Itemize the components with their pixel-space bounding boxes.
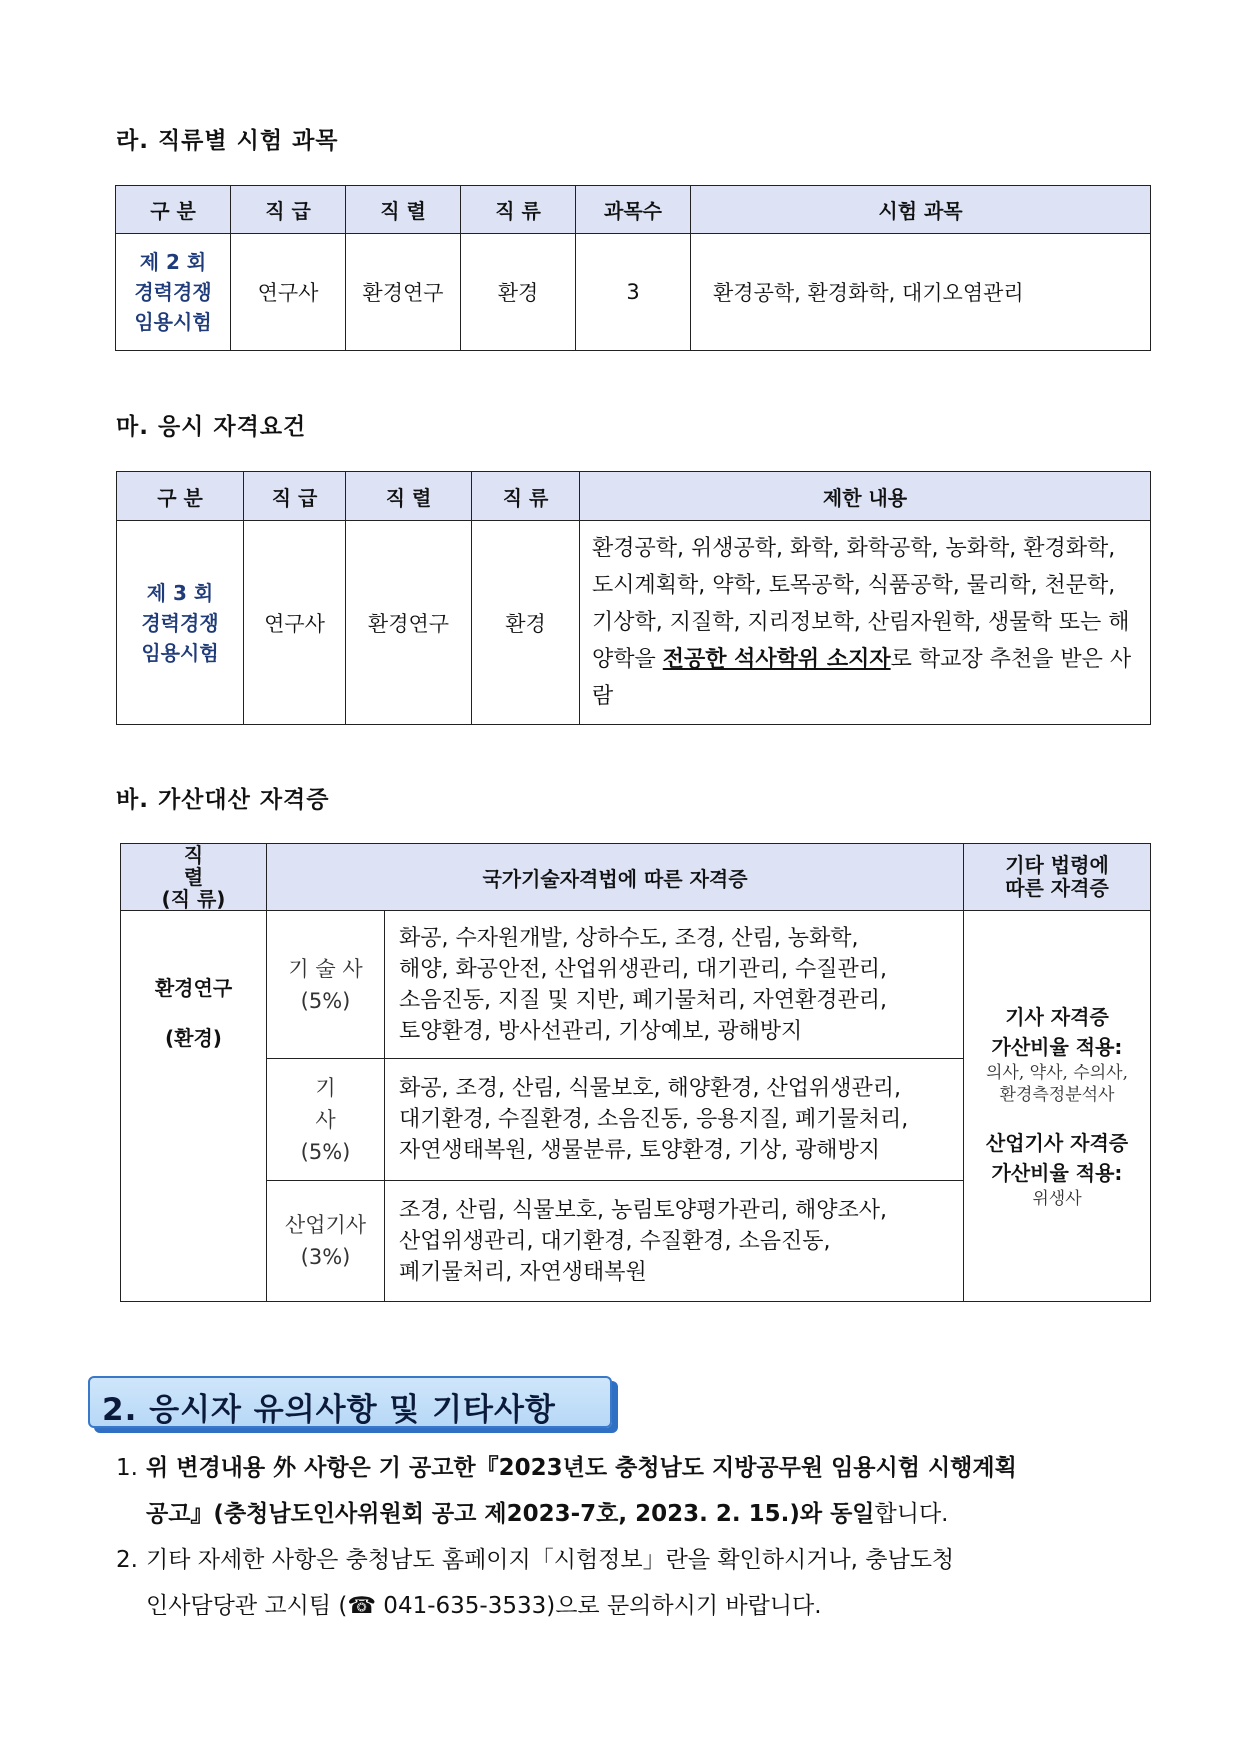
phone-icon: ☎ xyxy=(347,1593,376,1619)
table-row xyxy=(121,911,1151,1059)
header-subjects: 시험 과목 xyxy=(691,186,1151,234)
grade-cell: 기 술 사 (5%) xyxy=(267,911,385,1059)
class-cell: 환경 xyxy=(472,521,580,725)
section-ma-title: 마. 응시 자격요건 xyxy=(116,414,307,440)
header-class: 직 류 xyxy=(461,186,576,234)
subjects-cell: 환경공학, 환경화학, 대기오염관리 xyxy=(691,234,1151,351)
cert-list-cell: 화공, 수자원개발, 상하수도, 조경, 산림, 농화학, 해양, 화공안전, 산업위생관리, 대기관리, 수질관리, 소음진동, 지질 및 지반, 폐기물처리, 자연환경관리, 토양환경, 방사선관리, 기상예보, 광해방지 xyxy=(385,911,964,1059)
note-1: 1. 위 변경내용 外 사항은 기 공고한『2023년도 충청남도 지방공무원 임용시험 시행계획 공고』(충청남도인사위원회 공고 제2023-7호, 2023. 2. 15.)와 동일합니다. xyxy=(116,1455,1017,1527)
grade-cell: 기 사 (5%) xyxy=(267,1059,385,1181)
restriction-cell: 환경공학, 위생공학, 화학, 화학공학, 농화학, 환경화학, 도시계획학, 약학, 토목공학, 식품공학, 물리학, 천문학, 기상학, 지질학, 지리정보학, 산림자원학, 생물학 또는 해양학을 전공한 석사학위 소지자로 학교장 추천을 받은 사람 xyxy=(580,521,1151,725)
header-grade: 직 급 xyxy=(244,472,346,521)
header-category: 구 분 xyxy=(117,472,244,521)
header-other-cert: 기타 법령에 따른 자격증 xyxy=(964,844,1151,911)
section-2-title: 2. 응시자 유의사항 및 기타사항 xyxy=(102,1392,556,1428)
eligibility-table xyxy=(116,471,1151,725)
cert-list-cell: 화공, 조경, 산림, 식물보호, 해양환경, 산업위생관리, 대기환경, 수질환경, 소음진동, 응용지질, 폐기물처리, 자연생태복원, 생물분류, 토양환경, 기상, 광해방지 xyxy=(385,1059,964,1181)
grade-cell: 산업기사 (3%) xyxy=(267,1181,385,1302)
category-cell: 제 3 회 경력경쟁 임용시험 xyxy=(117,521,244,725)
note-2: 2. 기타 자세한 사항은 충청남도 홈페이지「시험정보」란을 확인하시거나, 충남도청 인사담당관 고시팀 (☎ 041-635-3533)으로 문의하시기 바랍니다. xyxy=(116,1547,955,1619)
section-ba-title: 바. 가산대산 자격증 xyxy=(116,787,330,813)
header-category: 구 분 xyxy=(116,186,231,234)
restriction-emphasis: 전공한 석사학위 소지자 xyxy=(662,647,891,672)
header-restriction: 제한 내용 xyxy=(580,472,1151,521)
category-cell: 제 2 회 경력경쟁 임용시험 xyxy=(116,234,231,351)
header-series: 직 렬 xyxy=(346,186,461,234)
grade-cell: 연구사 xyxy=(244,521,346,725)
count-cell: 3 xyxy=(576,234,691,351)
section-ra-title: 라. 직류별 시험 과목 xyxy=(116,128,339,154)
header-series: 직 렬 (직 류) xyxy=(121,844,267,911)
exam-subjects-table xyxy=(115,185,1151,351)
header-grade: 직 급 xyxy=(231,186,346,234)
section-2-banner xyxy=(88,1376,612,1428)
header-class: 직 류 xyxy=(472,472,580,521)
cert-list-cell: 조경, 산림, 식물보호, 농림토양평가관리, 해양조사, 산업위생관리, 대기환경, 수질환경, 소음진동, 폐기물처리, 자연생태복원 xyxy=(385,1181,964,1302)
series-cell: 환경연구 xyxy=(346,521,472,725)
other-cert-cell: 기사 자격증 가산비율 적용: 의사, 약사, 수의사, 환경측정분석사 산업기사 자격증 가산비율 적용: 위생사 xyxy=(964,911,1151,1302)
series-cell: 환경연구 xyxy=(346,234,461,351)
table-row xyxy=(116,234,1151,351)
table-row xyxy=(117,521,1151,725)
class-cell: 환경 xyxy=(461,234,576,351)
series-cell: 환경연구 (환경) xyxy=(121,911,267,1302)
bonus-certificate-table xyxy=(120,843,1151,1302)
header-count: 과목수 xyxy=(576,186,691,234)
header-series: 직 렬 xyxy=(346,472,472,521)
grade-cell: 연구사 xyxy=(231,234,346,351)
header-national-cert: 국가기술자격법에 따른 자격증 xyxy=(267,844,964,911)
